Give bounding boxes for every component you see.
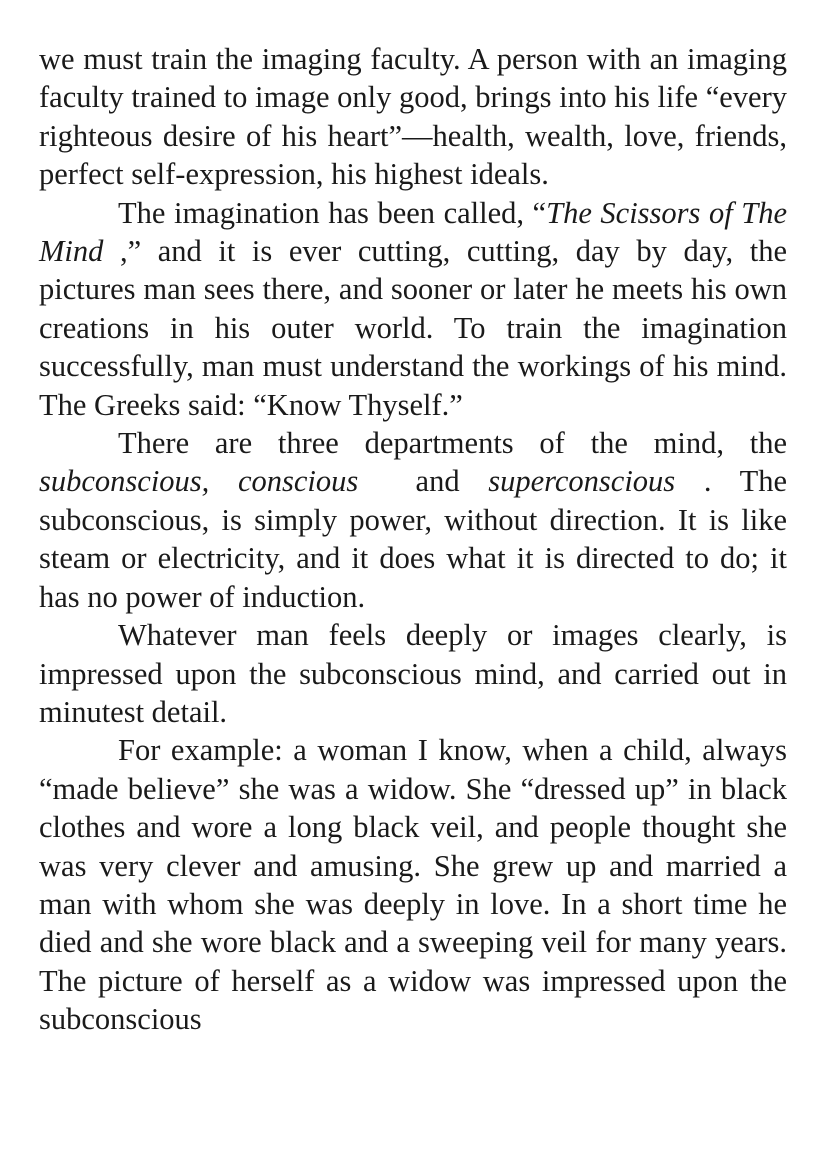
paragraph-2-text-end: ,” and it is ever cutting, cutting, day by day, the pictures man sees there, and sooner or later he meets his own creations in his outer world. To train the imagination successfully, man must understand the workings of his mind. The Greeks said: “Know Thyself.”	[39, 234, 787, 422]
superconscious-term: superconscious	[488, 464, 676, 499]
paragraph-3-text-start: There are three departments of the mind, the	[118, 426, 787, 461]
paragraph-2	[39, 194, 787, 424]
scissors-of-the-mind-quote: The Scissors of The Mind	[39, 195, 787, 269]
paragraph-3	[39, 424, 787, 616]
subconscious-conscious-term: subconscious, conscious	[39, 464, 359, 499]
paragraph-4: Whatever man feels deeply or images clearly, is impressed upon the subconscious mind, and carried out in minutest detail.	[39, 618, 787, 729]
paragraph-3-text-end: . The subconscious, is simply power, without direction. It is like steam or electricity, and it does what it is directed to do; it has no power of induction.	[39, 464, 787, 614]
paragraph-3-text-mid: and	[358, 464, 489, 499]
paragraph-5: For example: a woman I know, when a child, always “made believe” she was a widow. She “dressed up” in black clothes and wore a long black veil, and people thought she was very clever and amusing. She grew up and married a man with whom she was deeply in love. In a short time he died and she wore black and a sweeping veil for many years. The picture of herself as a widow was impressed upon the subconscious	[39, 733, 787, 1037]
paragraph-1: we must train the imaging faculty. A person with an imaging faculty trained to image only good, brings into his life “every righteous desire of his heart”—health, wealth, love, friends, perfect self-expression, his highest ideals.	[39, 42, 787, 192]
paragraph-2-text-start: The imagination has been called, “	[118, 195, 547, 230]
document-page	[39, 40, 787, 1039]
